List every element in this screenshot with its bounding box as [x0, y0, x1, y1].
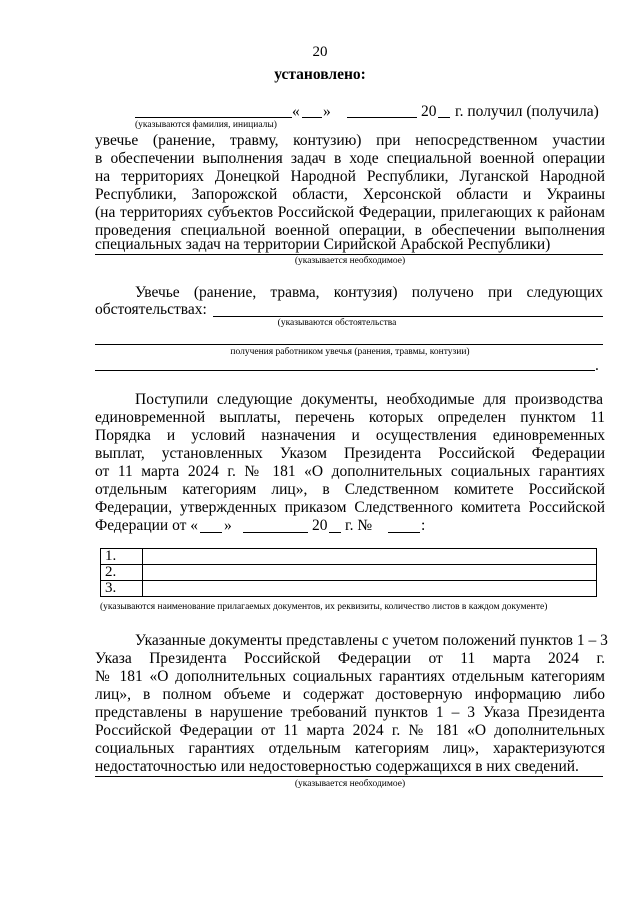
- injury-line-2: в обеспечении выполнения задач в ходе специальной военной операции: [95, 150, 605, 167]
- injury-line-6: проведения специальной военной операции, в обеспечении выполнения: [95, 222, 605, 239]
- injury-line-3: на территориях Донецкой Народной Республики, Луганской Народной: [95, 168, 605, 185]
- order-number-label: г. №: [345, 517, 373, 534]
- document-entry[interactable]: [143, 581, 597, 597]
- injury-line-5: (на территориях субъектов Российской Федерации, прилегающих к районам: [95, 204, 605, 221]
- page-heading: установлено:: [274, 66, 366, 83]
- documents-line-3: Порядка и условий назначения и осуществления единовременных: [95, 427, 605, 444]
- final-caption: (указывается необходимое): [294, 779, 406, 789]
- name-blank: [135, 117, 292, 118]
- documents-table: [100, 548, 597, 597]
- circumstances-blank: [213, 316, 603, 317]
- order-colon: :: [421, 517, 426, 534]
- documents-line-4: выплат, установленных Указом Президента Российской Федерации: [95, 445, 605, 462]
- injury-underline: [95, 254, 603, 255]
- final-line-5: представлены в нарушение требований пунктов 1 – 3 Указа Президента: [95, 704, 605, 721]
- table-row: [101, 581, 597, 597]
- documents-line-2: единовременной выплаты, перечень которых определен пунктом 11: [95, 409, 605, 426]
- documents-line-7: Федерации, утвержденных приказом Следственного комитета Российской: [95, 499, 605, 516]
- table-caption: (указываются наименование прилагаемых документов, их реквизиты, количество листов в каждом документе): [100, 602, 548, 612]
- circumstances-caption: (указываются обстоятельства: [277, 318, 397, 328]
- final-line-1: Указанные документы представлены с учетом положений пунктов 1 – 3: [135, 632, 608, 649]
- final-underline: [95, 776, 603, 777]
- documents-line-5: от 11 марта 2024 г. № 181 «О дополнительных социальных гарантиях: [95, 463, 605, 480]
- month-blank: [347, 117, 417, 118]
- order-number-blank: [388, 532, 420, 533]
- order-year-blank: [329, 532, 341, 533]
- received-text: г. получил (получила): [455, 103, 599, 120]
- final-line-3: № 181 «О дополнительных социальных гарантиях отдельным категориям: [95, 668, 605, 685]
- row-number: 3.: [101, 581, 143, 597]
- circumstances-line-1: Увечье (ранение, травма, контузия) получено при следующих: [135, 284, 603, 301]
- final-line-7: социальных гарантиях отдельным категориям лиц», характеризуются: [95, 740, 605, 757]
- circumstances-caption-2: получения работником увечья (ранения, травмы, контузии): [230, 347, 470, 357]
- document-entry[interactable]: [143, 565, 597, 581]
- name-caption: (указываются фамилия, инициалы): [135, 120, 277, 130]
- injury-caption: (указывается необходимое): [294, 256, 406, 266]
- circumstances-line-2: обстоятельствах:: [95, 301, 207, 318]
- order-month-blank: [243, 532, 308, 533]
- injury-line-1: увечье (ранение, травму, контузию) при непосредственном участии: [95, 132, 605, 149]
- injury-line-4: Республики, Запорожской области, Херсонской области и Украины: [95, 186, 605, 203]
- circumstances-blank-2: [95, 344, 603, 345]
- circumstances-blank-3: [95, 370, 595, 371]
- documents-line-1: Поступили следующие документы, необходимые для производства: [135, 391, 603, 408]
- page-number: 20: [312, 44, 328, 60]
- table-row: [101, 565, 597, 581]
- received-date-close: »: [323, 103, 331, 120]
- order-date-prefix: Федерации от «: [95, 517, 199, 534]
- order-year-prefix: 20: [312, 517, 328, 534]
- order-date-close: »: [224, 517, 232, 534]
- received-date-open: «: [292, 103, 300, 120]
- row-number: 1.: [101, 549, 143, 565]
- final-line-6: Российской Федерации от 11 марта 2024 г. № 181 «О дополнительных: [95, 722, 605, 739]
- day-blank: [302, 117, 322, 118]
- order-day-blank: [200, 532, 222, 533]
- final-line-8: недостаточностью или недостоверностью содержащихся в них сведений.: [95, 758, 579, 775]
- table-row: [101, 549, 597, 565]
- circumstances-period: .: [595, 357, 599, 374]
- documents-line-6: отдельным категориям лиц», в Следственном комитете Российской: [95, 481, 605, 498]
- received-year-prefix: 20: [421, 103, 437, 120]
- document-entry[interactable]: [143, 549, 597, 565]
- final-line-4: лиц», в полном объеме и содержат достоверную информацию либо: [95, 686, 605, 703]
- year-blank: [438, 117, 450, 118]
- final-line-2: Указа Президента Российской Федерации от 11 марта 2024 г.: [95, 650, 605, 667]
- injury-line-7: специальных задач на территории Сирийской Арабской Республики): [95, 236, 551, 253]
- row-number: 2.: [101, 565, 143, 581]
